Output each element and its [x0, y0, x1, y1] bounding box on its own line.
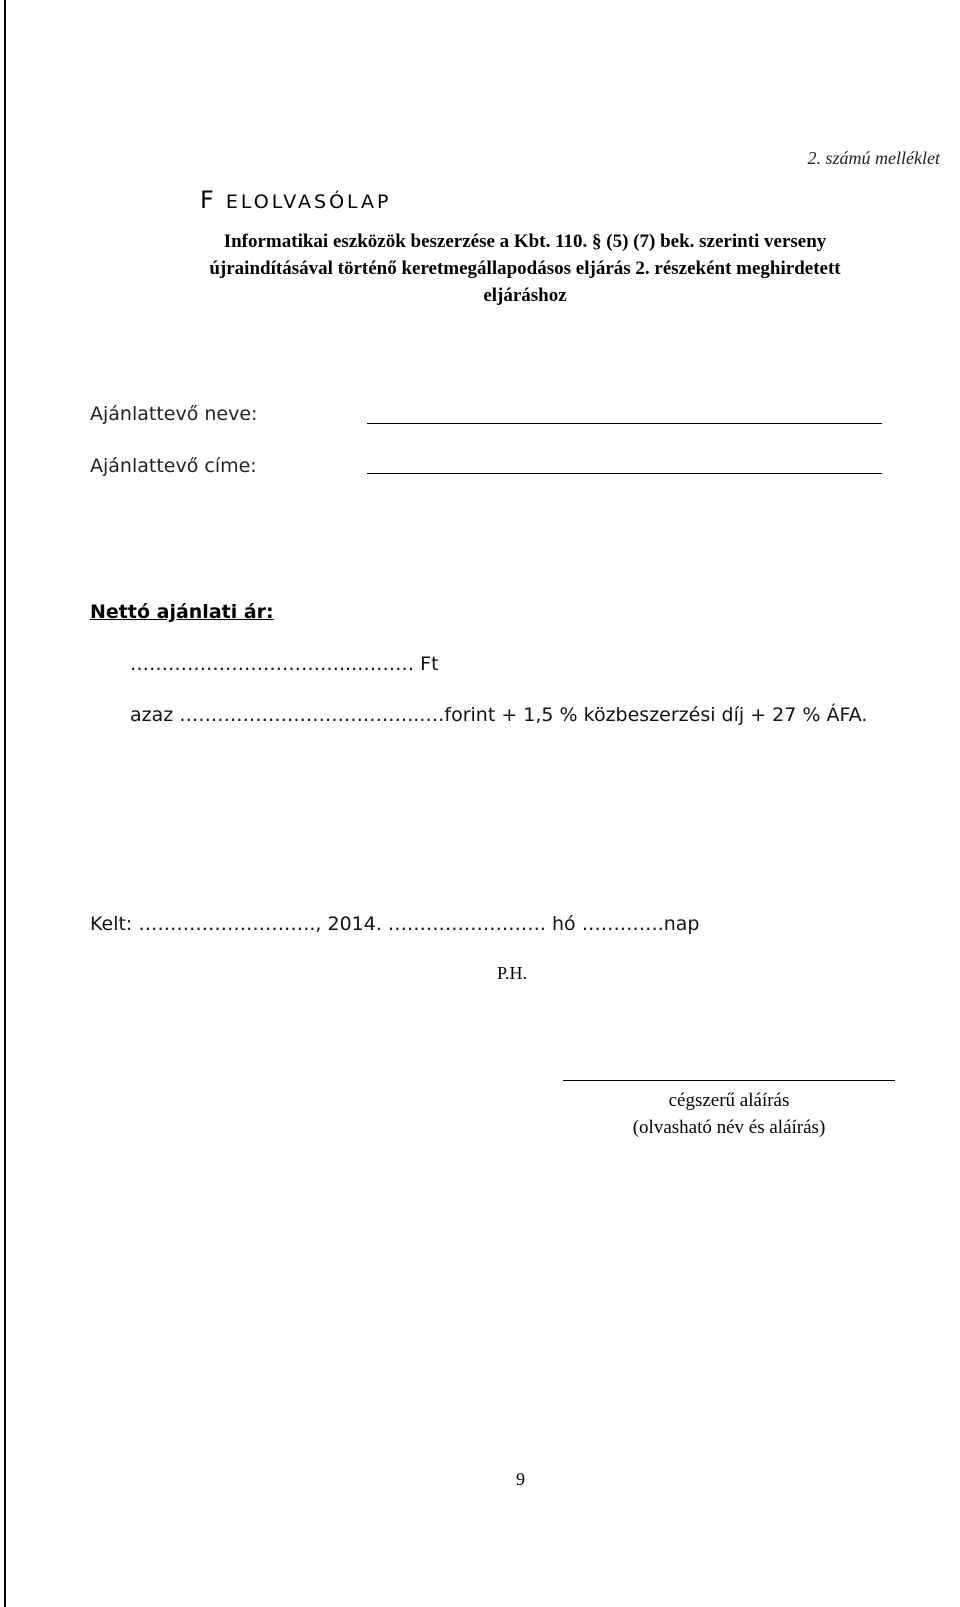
form-title-rest: ELOLVASÓLAP — [225, 191, 392, 213]
stamp-placeholder: P.H. — [497, 963, 528, 983]
subject-line-2: újraindításával történő keretmegállapodásos eljárás 2. részeként meghirdetett — [209, 258, 841, 279]
bidder-address-label: Ajánlattevő címe: — [90, 455, 257, 477]
bidder-name-label: Ajánlattevő neve: — [90, 403, 258, 425]
annex-label: 2. számú melléklet — [807, 148, 940, 168]
page-left-edge — [4, 0, 6, 1607]
signature-caption-line-2: (olvasható név és aláírás) — [632, 1117, 826, 1138]
subject-line-1: Informatikai eszközök beszerzése a Kbt. 110. § (5) (7) bek. szerinti verseny — [223, 231, 827, 252]
form-title-initial: F — [200, 186, 217, 214]
bidder-address-field[interactable] — [367, 473, 882, 474]
bidder-name-field[interactable] — [367, 423, 882, 424]
page-number: 9 — [516, 1469, 525, 1489]
signature-caption — [563, 1087, 895, 1141]
procurement-subject — [150, 228, 900, 309]
net-price-ft-line[interactable]: ……………………………...……… Ft — [130, 653, 439, 675]
signature-line[interactable] — [563, 1080, 895, 1081]
form-title — [200, 186, 392, 214]
net-price-in-words-line[interactable]: azaz ………………………………...…forint + 1,5 % közbeszerzési díj + 27 % ÁFA. — [130, 704, 868, 726]
signature-caption-line-1: cégszerű aláírás — [668, 1090, 790, 1111]
date-line[interactable]: Kelt: ………………………., 2014. ……………………. hó ………….nap — [90, 913, 700, 935]
subject-line-3: eljáráshoz — [483, 285, 567, 306]
net-price-label: Nettó ajánlati ár: — [90, 601, 274, 623]
